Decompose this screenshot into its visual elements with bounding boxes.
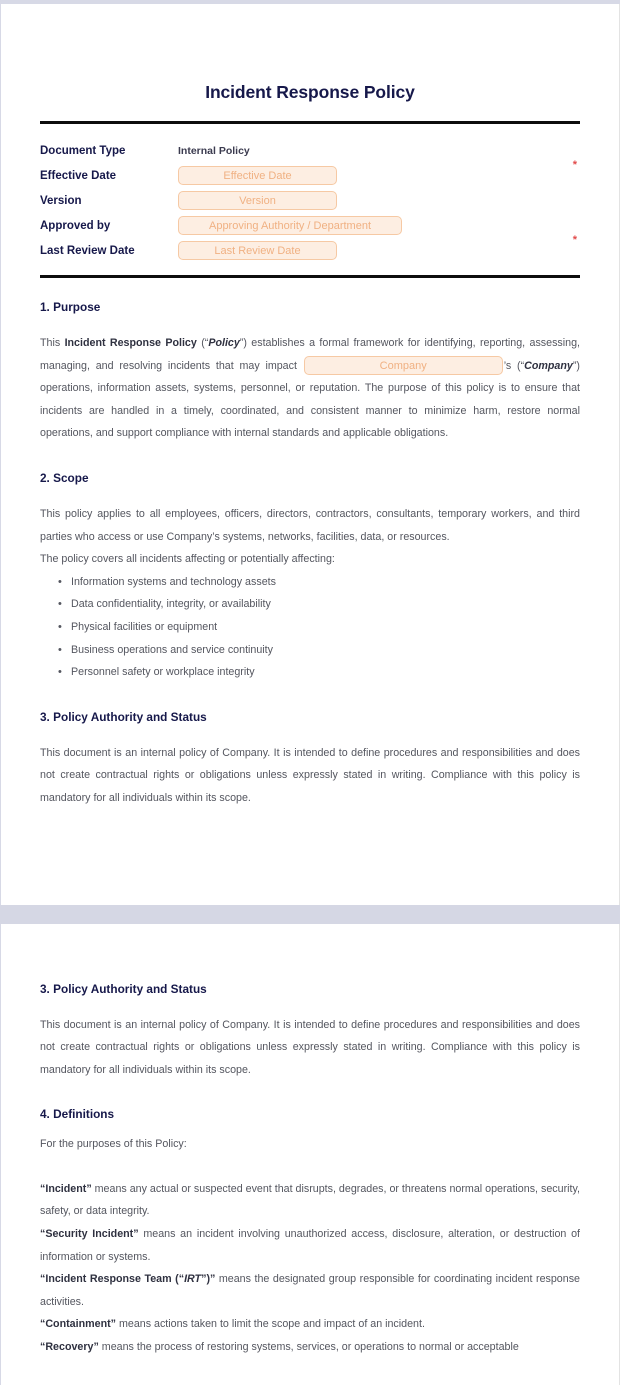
section-purpose-paragraph xyxy=(40,332,580,445)
definition-incident xyxy=(40,1178,580,1223)
meta-label-document-type: Document Type xyxy=(40,144,126,157)
definition-term-irt-c: ”)” xyxy=(201,1273,216,1286)
version-input[interactable]: Version xyxy=(178,191,337,210)
meta-label-last-review-date: Last Review Date xyxy=(40,244,135,257)
policy-authority-paragraph-continued: This document is an internal policy of Company. It is intended to define procedures and responsibilities and does not create contractual rights or obligations unless expressly stated in writing. Compliance with this policy is mandatory for all individuals within its scope. xyxy=(40,1018,580,1076)
meta-value-document-type: Internal Policy xyxy=(178,144,250,157)
effective-date-input[interactable]: Effective Date xyxy=(178,166,337,185)
purpose-policy-term: Incident Response Policy xyxy=(64,337,197,349)
definition-security-incident xyxy=(40,1223,580,1268)
table-row xyxy=(40,163,580,188)
meta-label-version: Version xyxy=(40,194,82,207)
title-divider-top xyxy=(40,121,580,124)
list-item: • Physical facilities or equipment xyxy=(71,616,580,639)
purpose-text-c: (“ xyxy=(196,337,209,349)
list-item: • Data confidentiality, integrity, or availability xyxy=(71,593,580,616)
list-item: • Personnel safety or workplace integrity xyxy=(71,661,580,684)
document-page-1 xyxy=(0,4,620,905)
meta-label-approved-by: Approved by xyxy=(40,219,111,232)
company-name-input[interactable]: Company xyxy=(304,356,503,375)
last-review-date-input[interactable]: Last Review Date xyxy=(178,241,337,260)
definition-text-incident: means any actual or suspected event that disrupts, degrades, or threatens normal operations, security, safety, or data integrity. xyxy=(40,1182,580,1218)
table-row xyxy=(40,238,580,263)
table-row xyxy=(40,213,580,238)
definition-term-recovery: “Recovery” xyxy=(40,1341,99,1354)
definition-text-containment: means actions taken to limit the scope and impact of an incident. xyxy=(116,1318,425,1331)
document-metadata-table xyxy=(40,138,580,263)
definition-incident-response-team xyxy=(40,1268,580,1313)
section-heading-policy-authority-continued: 3. Policy Authority and Status xyxy=(40,981,207,996)
section-heading-scope: 2. Scope xyxy=(40,470,89,485)
purpose-text-f: ’s (“ xyxy=(503,359,525,372)
definition-term-incident: “Incident” xyxy=(40,1182,92,1195)
purpose-text-a: This xyxy=(40,337,65,349)
definition-text-recovery: means the process of restoring systems, services, or operations to normal or acceptable xyxy=(98,1341,519,1354)
scope-paragraph-2: The policy covers all incidents affecting or potentially affecting: xyxy=(40,553,335,566)
definition-recovery xyxy=(40,1336,580,1359)
required-asterisk-last-review-date: * xyxy=(572,234,577,246)
policy-authority-paragraph: This document is an internal policy of Company. It is intended to define procedures and responsibilities and does not create contractual rights or obligations unless expressly stated in writing. Compliance with this policy is mandatory for all individuals within its scope. xyxy=(40,746,580,804)
table-row xyxy=(40,138,580,163)
list-item: • Information systems and technology assets xyxy=(71,571,580,594)
purpose-policy-shorthand: Policy xyxy=(208,337,240,349)
purpose-text-h: ”) operations, information assets, systems, personnel, or reputation. The purpose of this policy is to ensure that incidents are handled in a timely, coordinated, and consistent manner to minimize harm, restore normal operations, and support compliance with internal standards and applicable obligations. xyxy=(40,359,580,440)
definition-text-security-incident: means an incident involving unauthorized access, disclosure, alteration, or destruction of information or systems. xyxy=(40,1228,580,1263)
document-page-2 xyxy=(0,924,620,1385)
required-asterisk-effective-date: * xyxy=(572,159,577,171)
scope-paragraph-1: This policy applies to all employees, officers, directors, contractors, consultants, temporary workers, and third parties who access or use Company’s systems, networks, facilities, data, or resources. xyxy=(40,507,580,543)
section-heading-policy-authority: 3. Policy Authority and Status xyxy=(40,709,207,724)
purpose-text-e: ”) establishes a formal framework for identifying, reporting, assessing, managing, and resolving incidents that may impact xyxy=(40,337,580,372)
purpose-company-shorthand: Company xyxy=(524,359,573,372)
section-heading-definitions: 4. Definitions xyxy=(40,1107,115,1122)
definition-term-irt-a: “Incident Response Team (“ xyxy=(40,1273,185,1286)
meta-label-effective-date: Effective Date xyxy=(40,169,117,182)
table-row xyxy=(40,188,580,213)
list-item: • Business operations and service continuity xyxy=(71,639,580,662)
approving-authority-input[interactable]: Approving Authority / Department xyxy=(178,216,402,235)
definition-text-irt: means the designated group responsible for coordinating incident response activities. xyxy=(40,1273,580,1308)
definition-containment xyxy=(40,1313,580,1336)
definition-term-irt-b: IRT xyxy=(184,1273,202,1286)
definition-term-containment: “Containment” xyxy=(40,1318,116,1331)
definition-term-security-incident: “Security Incident” xyxy=(40,1228,139,1241)
section-heading-purpose: 1. Purpose xyxy=(40,300,101,314)
definitions-intro: For the purposes of this Policy: xyxy=(40,1138,187,1151)
scope-bullet-list xyxy=(40,571,580,684)
page-title: Incident Response Policy xyxy=(205,82,415,102)
page-break-separator xyxy=(0,905,620,924)
